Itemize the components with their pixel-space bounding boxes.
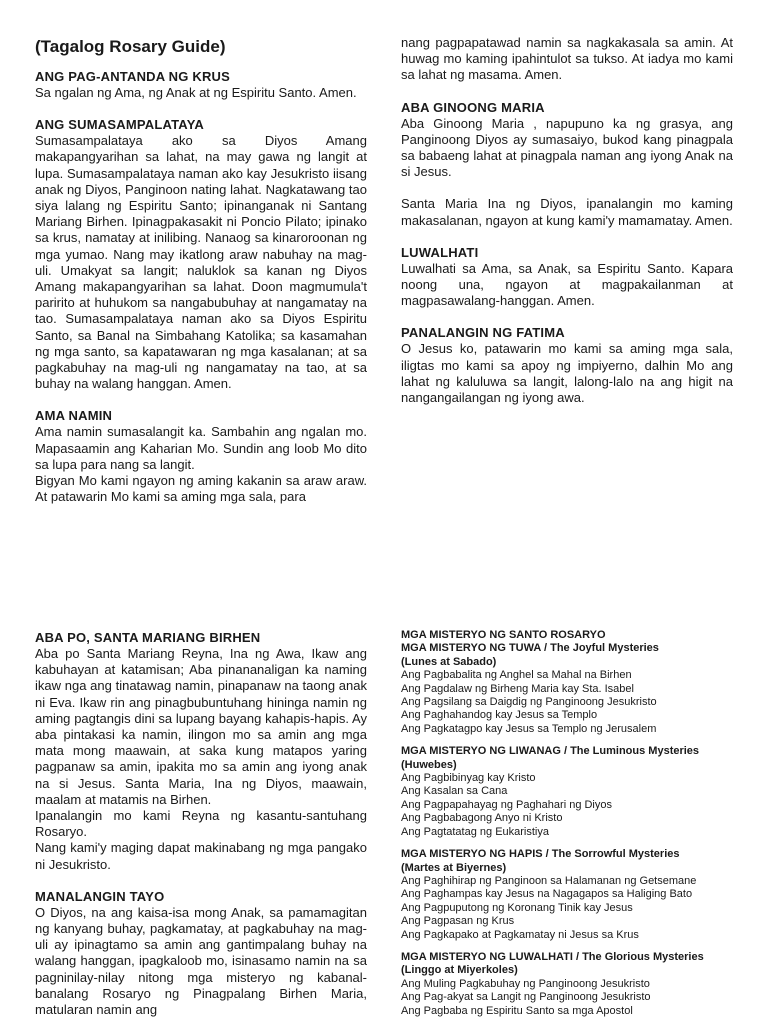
page-top-right-column bbox=[401, 35, 733, 406]
document-title: (Tagalog Rosary Guide) bbox=[35, 37, 226, 56]
mystery-group-heading: MGA MISTERYO NG TUWA / The Joyful Mysteries bbox=[401, 642, 659, 655]
hail-holy-queen-text-1: Aba po Santa Mariang Reyna, Ina ng Awa, Ikaw ang kabuhayan at katamisan; Aba pinananaligan ka naming ikaw nga ang tinatawag namin, pinapanaw na taong anak ni Eva. Ikaw rin ang pinagbubuntuhang hininga namin ng aming pagtangis dini sa lupang bayang kahapis-hapis. Ay aba pintakasi ka namin, ilingon mo sa amin ang mga mata mong maawain, at saka kung matapos yaring pagpanaw sa amin, ipakita mo sa amin ang iyong anak na si Jesus. Santa Maria, Ina ng Diyos, maawain, maalam at matamis na Birhen. bbox=[35, 646, 367, 807]
mystery-group-heading: MGA MISTERYO NG LUWALHATI / The Glorious Mysteries bbox=[401, 950, 704, 963]
sign-of-cross-text: Sa ngalan ng Ama, ng Anak at ng Espiritu Santo. Amen. bbox=[35, 85, 357, 100]
hail-mary-text-1: Aba Ginoong Maria , napupuno ka ng grasya, ang Panginoong Diyos ay sumasaiyo, bukod kang pinagpala sa babaeng lahat at pinagpala naman ang iyong Anak na si Jesus. bbox=[401, 115, 733, 180]
hail-holy-queen-text-3: Nang kami'y maging dapat makinabang ng mga pangako ni Jesukristo. bbox=[35, 840, 367, 872]
creed-heading: ANG SUMASAMPALATAYA bbox=[35, 117, 204, 133]
our-father-text-2: Bigyan Mo kami ngayon ng aming kakanin sa araw araw. At patawarin Mo kami sa aming mga sala, para bbox=[35, 473, 367, 505]
page-top-left-column bbox=[35, 37, 367, 505]
hail-holy-queen-text-2: Ipanalangin mo kami Reyna ng kasantu-santuhang Rosaryo. bbox=[35, 808, 367, 840]
fatima-prayer-text: O Jesus ko, patawarin mo kami sa aming mga sala, iligtas mo kami sa apoy ng impiyerno, dalhin Mo ang lahat ng kaluluwa sa langit, lalong-lalo na ang higit na nangangailangan ng iyong awa. bbox=[401, 341, 733, 406]
our-father-heading: AMA NAMIN bbox=[35, 408, 113, 424]
mystery-item: Ang Pagkapako at Pagkamatay ni Jesus sa Krus bbox=[401, 928, 639, 941]
mystery-item: Ang Paghahandog kay Jesus sa Templo bbox=[401, 709, 598, 722]
mystery-item: Ang Pagbibinyag kay Kristo bbox=[401, 772, 536, 785]
page-bottom-right-column bbox=[401, 629, 733, 1018]
mystery-group-days: (Linggo at Miyerkoles) bbox=[401, 964, 518, 977]
page-bottom-left-column bbox=[35, 630, 367, 1018]
mystery-item: Ang Pagpuputong ng Koronang Tinik kay Jesus bbox=[401, 901, 633, 914]
mystery-group-days: (Lunes at Sabado) bbox=[401, 655, 497, 668]
mystery-item: Ang Kasalan sa Cana bbox=[401, 785, 508, 798]
let-us-pray-heading: MANALANGIN TAYO bbox=[35, 888, 165, 904]
mysteries-main-heading: MGA MISTERYO NG SANTO ROSARYO bbox=[401, 629, 606, 641]
let-us-pray-text: O Diyos, na ang kaisa-isa mong Anak, sa pamamagitan ng kanyang buhay, pagkamatay, at pagkabuhay na mag-uli ay ipinagtamo sa amin ang gantimpalang buhay na walang hanggan, ipagkaloob mo, isinasamo namin na sa pagninilay-nilay nitong mga misteryo ng kabanal-banalang Rosaryo ng Pinagpalang Birhen Maria, matularan namin ang bbox=[35, 904, 367, 1018]
hail-mary-text-2: Santa Maria Ina ng Diyos, ipanalangin mo kaming makasalanan, ngayon at kung kami'y mamamatay. Amen. bbox=[401, 196, 733, 228]
joyful-mysteries-group bbox=[401, 642, 733, 736]
glory-be-text: Luwalhati sa Ama, sa Anak, sa Espiritu Santo. Kapara noong una, ngayon at magpakailanman at magpasawalang-hanggan. Amen. bbox=[401, 260, 733, 309]
mystery-item: Ang Pagtatatag ng Eukaristiya bbox=[401, 825, 549, 838]
mystery-item: Ang Pagbaba ng Espiritu Santo sa mga Apostol bbox=[401, 1004, 633, 1017]
creed-text: Sumasampalataya ako sa Diyos Amang makapangyarihan sa lahat, na may gawa ng langit at lupa. Sumasampalataya naman ako kay Jesukristo iisang anak ng Diyos, Panginoon nating lahat. Nagkatawang tao siya lalang ng Espiritu Santo; ipinanganak ni Santang Mariang Birhen. Ipinagpakasakit ni Poncio Pilato; ipinako sa krus, namatay at inilibing. Nanaog sa kinaroroonan ng mga yumao. Nang may ikatlong araw nabuhay na mag-uli. Umakyat sa langit; naluklok sa kanan ng Diyos Amang makapangyarihan sa lahat. Doon magmumula't paririto at huhukom sa nangabubuhay at nangamatay na tao. Sumasampalataya naman ako sa Diyos Espiritu Santo, sa Banal na Simbahang Katolika; sa kasamahan ng mga santo, sa kapatawaran ng mga kasalanan; at sa pagkabuhay na mag-uli ng nangamatay na tao, at sa buhay na walang hanggan. Amen. bbox=[35, 133, 367, 392]
mystery-item: Ang Pagpapahayag ng Paghahari ng Diyos bbox=[401, 798, 612, 811]
mystery-item: Ang Pagkatagpo kay Jesus sa Templo ng Jerusalem bbox=[401, 722, 657, 735]
our-father-continuation: nang pagpapatawad namin sa nagkakasala sa amin. At huwag mo kaming ipahintulot sa tukso. At iadya mo kami sa lahat ng masama. Amen. bbox=[401, 35, 733, 83]
mystery-item: Ang Pagdalaw ng Birheng Maria kay Sta. Isabel bbox=[401, 682, 634, 695]
glorious-mysteries-group bbox=[401, 951, 733, 1018]
mystery-group-days: (Martes at Biyernes) bbox=[401, 861, 507, 874]
mystery-item: Ang Pagbabagong Anyo ni Kristo bbox=[401, 812, 563, 825]
glory-be-heading: LUWALHATI bbox=[401, 244, 479, 260]
mystery-item: Ang Paghampas kay Jesus na Nagagapos sa Haliging Bato bbox=[401, 888, 693, 901]
mystery-item: Ang Pagpasan ng Krus bbox=[401, 915, 515, 928]
mystery-group-days: (Huwebes) bbox=[401, 758, 457, 771]
mystery-group-heading: MGA MISTERYO NG HAPIS / The Sorrowful Mysteries bbox=[401, 848, 680, 861]
hail-holy-queen-heading: ABA PO, SANTA MARIANG BIRHEN bbox=[35, 630, 261, 645]
mystery-item: Ang Paghihirap ng Panginoon sa Halamanan ng Getsemane bbox=[401, 874, 697, 887]
mystery-item: Ang Pagbabalita ng Anghel sa Mahal na Birhen bbox=[401, 669, 632, 682]
fatima-prayer-heading: PANALANGIN NG FATIMA bbox=[401, 325, 565, 341]
luminous-mysteries-group bbox=[401, 745, 733, 839]
sign-of-cross-heading: ANG PAG-ANTANDA NG KRUS bbox=[35, 69, 231, 84]
mystery-group-heading: MGA MISTERYO NG LIWANAG / The Luminous Mysteries bbox=[401, 745, 700, 758]
mystery-item: Ang Muling Pagkabuhay ng Panginoong Jesukristo bbox=[401, 977, 650, 990]
mystery-item: Ang Pagsilang sa Daigdig ng Panginoong Jesukristo bbox=[401, 696, 657, 709]
sorrowful-mysteries-group bbox=[401, 848, 733, 942]
hail-mary-heading: ABA GINOONG MARIA bbox=[401, 99, 545, 115]
our-father-text-1: Ama namin sumasalangit ka. Sambahin ang ngalan mo. Mapasaamin ang Kaharian Mo. Sundin ang loob Mo dito sa lupa para nang sa langit. bbox=[35, 424, 367, 472]
mystery-item: Ang Pag-akyat sa Langit ng Panginoong Jesukristo bbox=[401, 991, 651, 1004]
